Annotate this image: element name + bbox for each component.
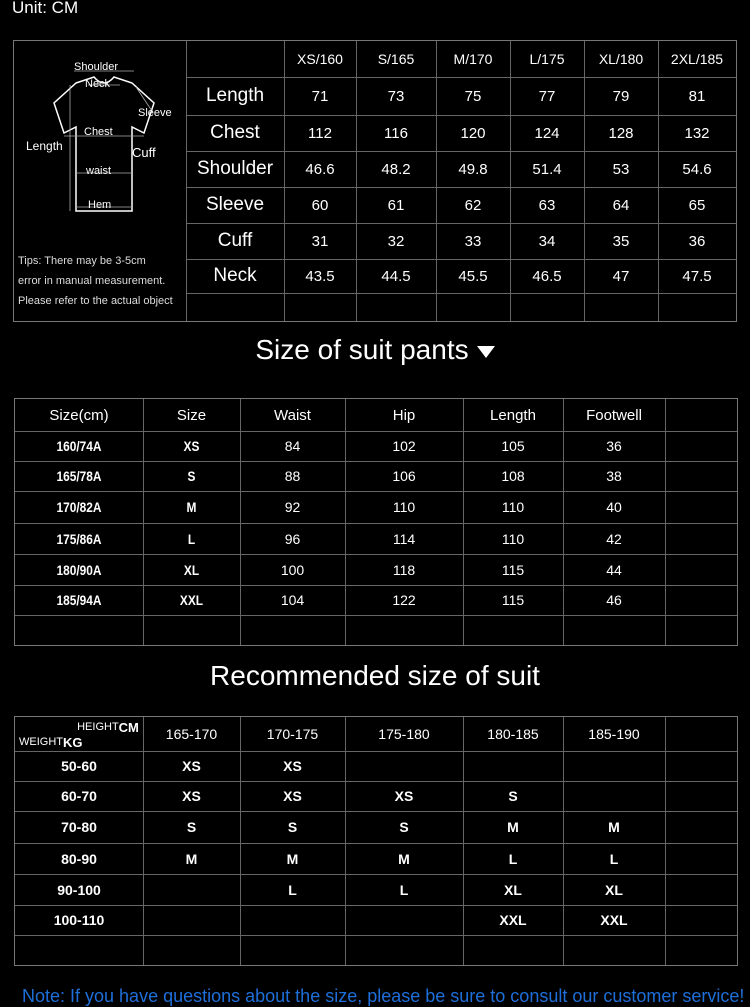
table-cell: 81 (688, 87, 706, 105)
recommend-size-table (14, 716, 738, 966)
table-cell: 114 (392, 530, 416, 547)
table-cell: M (398, 850, 410, 867)
table-cell: XL (605, 881, 623, 898)
table-cell: XS (183, 438, 200, 454)
pants-heading-text: Size of suit pants (255, 334, 469, 365)
table-cell: 63 (538, 196, 556, 214)
column-header: 165-170 (165, 726, 218, 742)
diagram-label-waist: waist (86, 165, 112, 177)
table-cell (240, 905, 345, 935)
grid-line (15, 615, 737, 616)
table-cell: 165/78A (56, 468, 102, 484)
table-cell: 132 (684, 124, 710, 142)
table-cell: 64 (612, 196, 630, 214)
column-header: XL/180 (598, 51, 644, 67)
column-header (665, 399, 737, 431)
pants-heading (0, 334, 750, 366)
row-label: Chest (210, 122, 260, 143)
table-cell: 104 (280, 592, 305, 608)
table-cell: 170/82A (56, 499, 102, 515)
table-cell: 175/86A (56, 530, 102, 547)
table-cell: 47 (612, 267, 630, 285)
table-cell: XS (283, 788, 302, 804)
table-cell: 48.2 (381, 160, 411, 178)
table-cell: 53 (612, 160, 630, 178)
table-cell: 112 (308, 124, 332, 142)
table-cell: XXL (179, 592, 204, 608)
corner-weight-unit: KG (63, 734, 83, 750)
row-label: 100-110 (53, 912, 105, 928)
table-cell: 110 (501, 499, 525, 515)
table-cell: S (287, 819, 298, 835)
table-cell: L (609, 850, 619, 867)
table-cell: 51.4 (532, 160, 562, 178)
table-cell (345, 751, 463, 781)
column-header: 185-190 (588, 726, 640, 742)
column-header: Size(cm) (49, 406, 109, 424)
table-cell: 46.6 (305, 160, 335, 178)
table-cell: XS (283, 758, 302, 774)
table-cell: XXL (499, 912, 527, 928)
table-cell: 43.5 (305, 267, 335, 285)
table-cell: XS (394, 788, 414, 804)
table-cell: 42 (606, 530, 622, 547)
table-cell: 110 (392, 499, 416, 515)
table-cell: 118 (392, 561, 416, 578)
table-cell: S (186, 819, 197, 835)
column-header: S/165 (377, 51, 415, 67)
table-cell: 77 (538, 87, 556, 105)
table-cell: S (187, 468, 196, 484)
column-header: 170-175 (266, 726, 319, 742)
table-cell: 106 (392, 468, 416, 484)
table-cell: L (508, 850, 518, 867)
column-header: Footwell (586, 406, 642, 424)
grid-line (186, 293, 736, 294)
table-cell: 73 (387, 87, 405, 105)
table-cell: 71 (311, 87, 329, 105)
table-cell: 54.6 (682, 160, 712, 178)
table-cell: 128 (608, 124, 634, 142)
table-cell: 49.8 (458, 160, 488, 178)
column-header: Waist (274, 406, 311, 424)
table-cell: M (608, 819, 620, 835)
column-header: L/175 (529, 51, 565, 67)
table-cell: 124 (534, 124, 560, 142)
diagram-label-sleeve: Sleeve (138, 107, 172, 119)
grid-line (15, 935, 737, 936)
table-cell: 46.5 (532, 267, 562, 285)
corner-weight-text: WEIGHT (19, 736, 63, 748)
table-cell: 96 (284, 530, 301, 547)
column-header: Size (176, 406, 207, 424)
table-cell: 115 (501, 592, 525, 608)
table-cell: 35 (612, 232, 630, 250)
table-cell: 105 (501, 438, 525, 454)
table-cell: 79 (612, 87, 630, 105)
shirt-diagram (14, 41, 186, 321)
table-cell: 31 (311, 232, 329, 250)
corner-height-unit: CM (118, 719, 139, 735)
table-cell (143, 874, 240, 905)
table-cell: 102 (392, 438, 416, 454)
table-cell: 75 (464, 87, 482, 105)
table-cell: 44 (606, 561, 622, 578)
table-cell (143, 905, 240, 935)
column-header: M/170 (453, 51, 493, 67)
table-cell: 92 (284, 499, 301, 515)
row-label: 80-90 (61, 850, 97, 867)
row-label: 60-70 (61, 788, 97, 804)
shirt-size-table (13, 40, 737, 322)
table-cell: 100 (280, 561, 305, 578)
table-cell: 36 (688, 232, 706, 250)
diagram-label-neck: Neck (85, 78, 111, 90)
table-cell: 34 (538, 232, 556, 250)
table-cell: 88 (284, 468, 301, 484)
diagram-label-length: Length (26, 139, 63, 153)
tips-line: Tips: There may be 3-5cm (18, 255, 146, 267)
table-cell: M (507, 819, 519, 835)
measurement-tips (18, 251, 188, 311)
table-cell (563, 781, 665, 811)
table-cell: 120 (460, 124, 486, 142)
column-header: 180-185 (487, 726, 539, 742)
table-cell: 47.5 (682, 267, 712, 285)
table-cell: 40 (606, 499, 622, 515)
table-cell: S (399, 819, 409, 835)
table-cell: L (288, 881, 297, 898)
row-label: Shoulder (196, 158, 274, 179)
diagram-label-hem: Hem (88, 199, 112, 211)
diagram-label-shoulder: Shoulder (74, 61, 119, 73)
unit-label: Unit: CM (12, 0, 79, 17)
column-header: Length (490, 406, 536, 424)
table-cell: 185/94A (56, 592, 102, 608)
row-label: 50-60 (61, 758, 97, 774)
table-cell: XS (182, 788, 201, 804)
table-cell: 115 (501, 561, 525, 578)
table-cell (563, 751, 665, 781)
column-header: 175-180 (378, 726, 430, 742)
table-cell: 33 (464, 232, 482, 250)
table-cell: 108 (501, 468, 525, 484)
table-cell (463, 751, 563, 781)
table-cell: XS (182, 758, 201, 774)
table-cell: 116 (384, 124, 408, 142)
table-cell: 60 (311, 196, 329, 214)
column-header: 2XL/185 (670, 51, 724, 67)
column-header: XS/160 (297, 51, 343, 67)
row-label: Sleeve (205, 194, 265, 215)
table-cell: 122 (392, 592, 416, 608)
table-cell: 61 (387, 196, 405, 214)
table-cell: 38 (606, 468, 622, 484)
table-cell: M (185, 850, 198, 867)
diagram-label-chest: Chest (84, 126, 113, 138)
table-cell: XL (504, 881, 522, 898)
row-label: Length (205, 85, 265, 106)
triangle-down-icon (477, 346, 495, 358)
recommend-heading: Recommended size of suit (210, 660, 540, 691)
diagram-label-cuff: Cuff (132, 145, 156, 160)
table-cell: 44.5 (381, 267, 411, 285)
tips-line: error in manual measurement. (18, 275, 166, 287)
table-cell: L (399, 881, 409, 898)
table-cell: S (508, 788, 518, 804)
table-cell (345, 905, 463, 935)
row-label: 90-100 (57, 881, 101, 898)
table-cell: 46 (606, 592, 622, 608)
table-cell: 32 (387, 232, 405, 250)
row-label: Neck (213, 265, 257, 286)
column-header (665, 717, 737, 751)
table-cell: 180/90A (56, 561, 102, 578)
corner-weight-label (19, 733, 99, 751)
table-cell: 65 (688, 196, 706, 214)
table-cell: M (186, 499, 197, 515)
table-cell: 36 (606, 438, 622, 454)
size-note: Note: If you have questions about the size, please be sure to consult our customer service! (22, 986, 745, 1006)
grid-line (665, 399, 666, 645)
table-cell: XL (183, 561, 200, 578)
row-label: 70-80 (61, 819, 97, 835)
tips-line: Please refer to the actual object (18, 295, 173, 307)
table-cell: M (286, 850, 299, 867)
column-header: Hip (392, 406, 416, 424)
table-cell: L (187, 530, 196, 547)
grid-line (665, 717, 666, 965)
table-cell: XXL (600, 912, 628, 928)
table-cell: 45.5 (458, 267, 488, 285)
corner-height-text: HEIGHT (77, 721, 119, 733)
grid-line (143, 399, 144, 645)
pants-size-table (14, 398, 738, 646)
table-cell: 62 (464, 196, 482, 214)
table-cell: 84 (284, 438, 301, 454)
table-cell: 160/74A (56, 438, 102, 454)
row-label: Cuff (217, 230, 253, 251)
table-cell: 110 (501, 530, 525, 547)
